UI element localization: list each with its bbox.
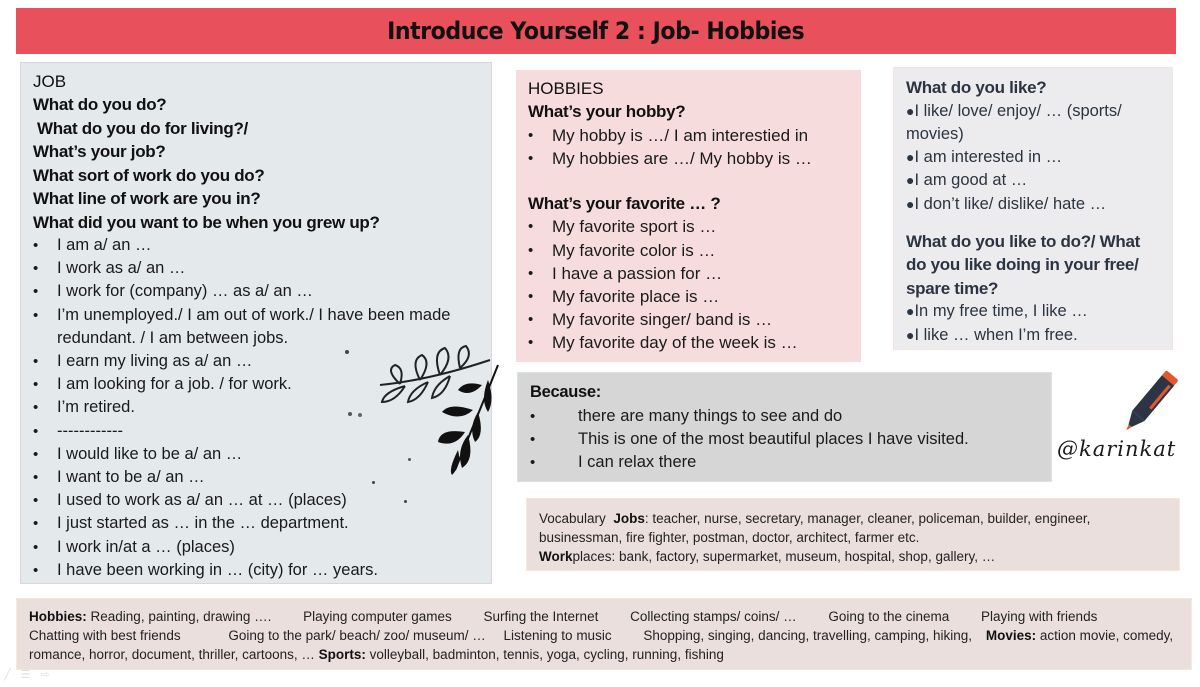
hobbies-line-2: Chatting with best friends Going to the park/ beach/ zoo/ museum/ … Listening to music Shopping, singing, dancing, travelling, camping, hiking, Movies: action movie, comedy, romance, horror, document, thriller, cartoons, … Sports: volleyball, badminton, tennis, yoga, cycling, running, fishing <box>29 628 1174 662</box>
list-item: • I just started as … in the … department. <box>33 512 479 535</box>
list-item: • I want to be a/ an … <box>33 466 479 489</box>
list-item: • I can relax there <box>530 451 1039 474</box>
list-item: • I work for (company) … as a/ an … <box>33 280 479 303</box>
hobbies-line-1: Hobbies: Reading, painting, drawing …. Playing computer games Surfing the Internet Collecting stamps/ coins/ … Going to the cinema Playing with friends <box>29 609 1098 624</box>
list-item: • My favorite day of the week is … <box>528 331 849 354</box>
because-heading: Because: <box>530 383 601 401</box>
list-item: • I would like to be a/ an … <box>33 443 479 466</box>
list-divider: • ------------ <box>33 420 479 443</box>
title-banner <box>16 8 1176 54</box>
vocabulary-panel: Vocabulary Jobs: teacher, nurse, secretary, manager, cleaner, policeman, builder, engineer, businessman, fire fighter, postman, doctor, architect, farmer etc. Workplaces: bank, factory, supermarket, museum, hospital, shop, gallery, … <box>526 498 1180 571</box>
list-item: • there are many things to see and do <box>530 405 1039 428</box>
because-list <box>530 405 1039 475</box>
movies-label: Movies: <box>985 628 1037 643</box>
job-heading: JOB <box>33 72 67 91</box>
list-item: • I have been working in … (city) for … years. <box>33 559 479 582</box>
list-item: ●I am good at … <box>906 171 1028 190</box>
list-item: • My favorite place is … <box>528 285 849 308</box>
hobbies-label: Hobbies: <box>29 609 87 624</box>
pen-icon <box>1115 365 1185 440</box>
page-title: Introduce Yourself 2 : Job- Hobbies <box>387 17 805 45</box>
favorite-question: What’s your favorite … ? <box>528 193 721 213</box>
author-signature: @karinkat <box>1057 437 1177 461</box>
hobbies-question: What’s your hobby? <box>528 102 686 121</box>
jobs-list: : teacher, nurse, secretary, manager, cleaner, policeman, builder, engineer, businessman, fire fighter, postman, doctor, architect, farmer etc. <box>539 511 1091 545</box>
list-item: • I have a passion for … <box>528 262 849 285</box>
decorative-dot <box>408 458 411 461</box>
decorative-dot <box>358 413 362 417</box>
job-question: What’s your job? <box>33 142 166 161</box>
workplaces-list: : bank, factory, supermarket, museum, hospital, shop, gallery, … <box>611 549 996 564</box>
job-question: What do you do for living?/ <box>37 118 248 138</box>
arrow-right-icon: ⇨ <box>40 669 50 681</box>
list-item: • I work in/at a … (places) <box>33 536 479 559</box>
list-item: • I am a/ an … <box>33 234 479 257</box>
hobbies-vocabulary-panel <box>16 598 1192 670</box>
hobbies-heading: HOBBIES <box>528 79 604 98</box>
jobs-label: Jobs <box>613 511 645 526</box>
list-item: • My hobbies are …/ My hobby is … <box>528 147 849 170</box>
vocabulary-label: Vocabulary <box>539 511 606 526</box>
list-item: • I’m unemployed./ I am out of work./ I have been made redundant. / I am between jobs. <box>33 304 479 350</box>
favorite-answers-list <box>528 215 849 354</box>
job-panel <box>20 62 492 584</box>
list-item: • I’m retired. <box>33 396 479 419</box>
decorative-dot <box>348 412 352 416</box>
list-item: • My favorite color is … <box>528 239 849 262</box>
corner-controls <box>4 668 50 681</box>
list-item: • I work as a/ an … <box>33 257 479 280</box>
hobbies-answers-list <box>528 124 849 170</box>
list-item: ●I don’t like/ dislike/ hate … <box>906 194 1107 213</box>
leaf-branch-icon <box>370 340 500 480</box>
list-item: • My hobby is …/ I am interestied in <box>528 124 849 147</box>
list-item: • My favorite singer/ band is … <box>528 308 849 331</box>
list-item: • I earn my living as a/ an … <box>33 350 479 373</box>
list-item: • I am looking for a job. / for work. <box>33 373 479 396</box>
likes-panel <box>893 67 1173 350</box>
list-item: • My favorite sport is … <box>528 215 849 238</box>
workplaces-label: Work <box>539 549 573 564</box>
list-item: • This is one of the most beautiful places I have visited. <box>530 428 1039 451</box>
pen-tool-icon: ╱ <box>4 669 11 681</box>
free-time-question: What do you like to do?/ What do you like doing in your free/ spare time? <box>906 231 1140 298</box>
list-item: ●I like/ love/ enjoy/ … (sports/ movies) <box>906 101 1122 143</box>
decorative-dot <box>404 500 407 503</box>
job-question: What do you do? <box>33 95 167 114</box>
menu-icon: ☰ <box>20 669 31 681</box>
sports-label: Sports: <box>318 647 366 662</box>
job-question: What did you want to be when you grew up? <box>33 212 380 232</box>
list-item: ●I am interested in … <box>906 148 1063 167</box>
decorative-dot <box>345 350 349 354</box>
likes-question: What do you like? <box>906 78 1047 97</box>
job-question: What sort of work do you do? <box>33 165 265 185</box>
hobbies-panel <box>516 70 861 362</box>
because-panel <box>517 372 1052 482</box>
list-item: • I used to work as a/ an … at … (places) <box>33 489 479 512</box>
list-item: ●In my free time, I like … <box>906 302 1088 321</box>
list-item: ●I like … when I’m free. <box>906 325 1078 344</box>
decorative-dot <box>372 481 375 484</box>
job-question: What line of work are you in? <box>33 189 261 208</box>
